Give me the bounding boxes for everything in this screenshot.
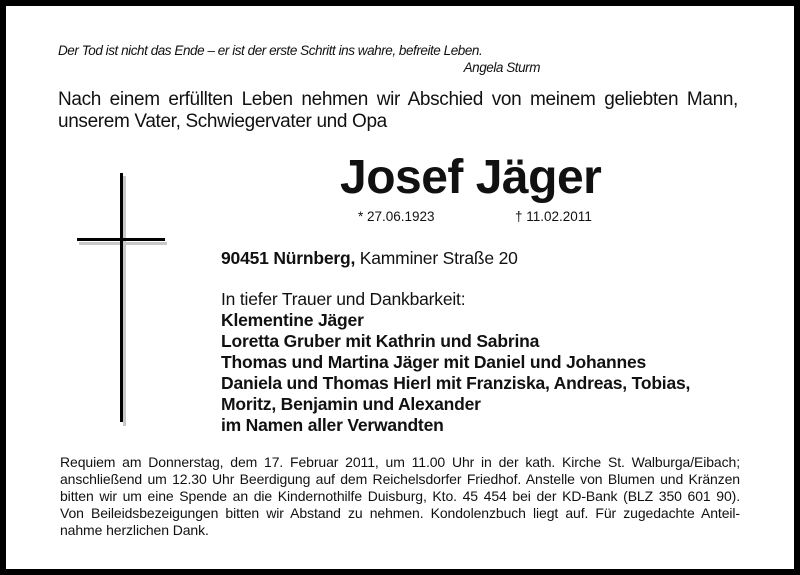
address-street: Kamminer Straße 20 [355, 248, 518, 268]
mourner-line: Daniela und Thomas Hierl mit Franziska, Andreas, Tobias, [221, 373, 691, 393]
intro-line-2: unserem Vater, Schwiegervater und Opa [58, 111, 387, 132]
cross-icon [76, 166, 176, 426]
address-city: 90451 Nürnberg, [221, 248, 356, 268]
funeral-details [60, 454, 740, 539]
mourners-heading: In tiefer Trauer und Dankbarkeit: [221, 289, 466, 309]
quote-text: Der Tod ist nicht das Ende – er ist der erste Schritt ins wahre, befreite Leben. [58, 43, 483, 58]
quote-author: Angela Sturm [463, 60, 540, 75]
death-date: † 11.02.2011 [515, 209, 592, 224]
mourners-block [221, 289, 690, 436]
mourner-line: Thomas und Martina Jäger mit Daniel und Johannes [221, 352, 647, 372]
footer-line: bitten wir um eine Spende an die Kindernothilfe Duisburg, Kto. 45 454 bei der KD-Bank (BLZ 350 601 90). [60, 488, 740, 504]
mourner-line: Klementine Jäger [221, 310, 364, 330]
mourner-line: im Namen aller Verwandten [221, 415, 444, 435]
deceased-name: Josef Jäger [340, 151, 602, 204]
birth-date: * 27.06.1923 [358, 209, 435, 224]
mourner-line: Loretta Gruber mit Kathrin und Sabrina [221, 331, 540, 351]
footer-line: anschließend um 12.30 Uhr Beerdigung auf dem Reichelsdorfer Friedhof. Anstelle von Blumen und Kränzen [60, 471, 740, 487]
footer-line: nahme herzlichen Dank. [60, 522, 209, 538]
address [221, 248, 518, 269]
footer-line: Von Beileidsbezeigungen bitten wir Abstand zu nehmen. Kondolenzbuch liegt auf. Für zugedachte Anteil- [60, 505, 740, 521]
intro-paragraph [58, 89, 738, 133]
mourner-line: Moritz, Benjamin und Alexander [221, 394, 481, 414]
obituary-notice [6, 6, 794, 569]
intro-line-1: Nach einem erfüllten Leben nehmen wir Abschied von meinem geliebten Mann, [58, 89, 738, 110]
footer-line: Requiem am Donnerstag, dem 17. Februar 2011, um 11.00 Uhr in der kath. Kirche St. Walburga/Eibach; [60, 454, 740, 470]
